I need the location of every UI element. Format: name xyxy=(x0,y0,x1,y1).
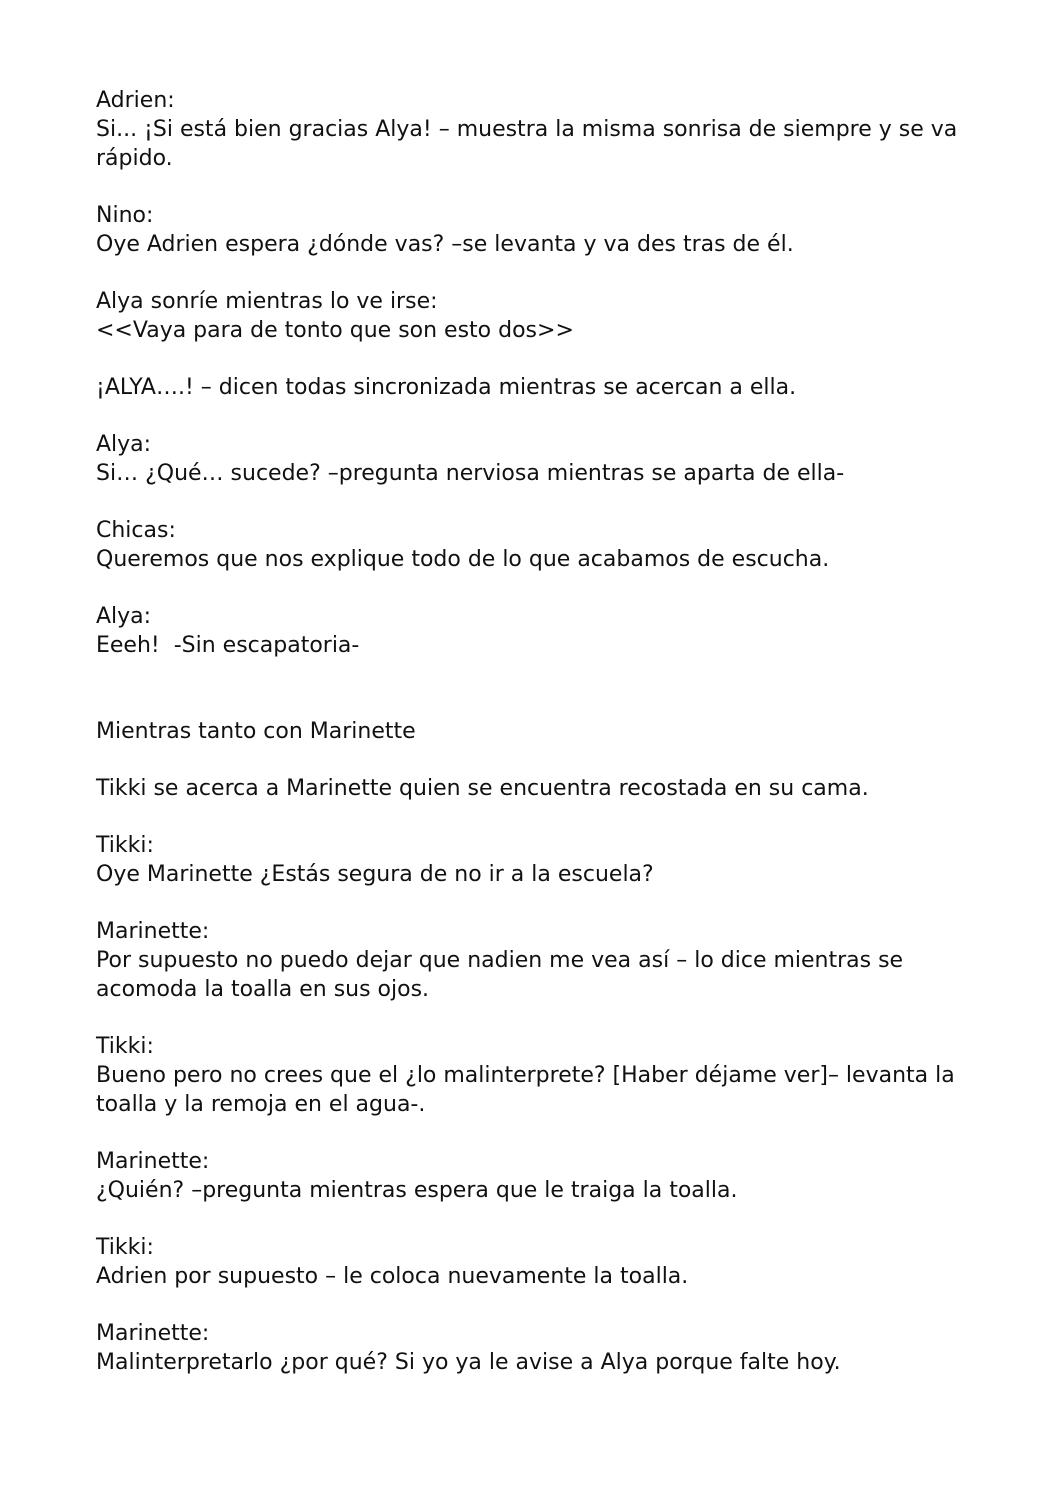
dialogue-block xyxy=(96,516,976,574)
dialogue-text: Eeeh! -Sin escapatoria- xyxy=(96,633,360,658)
dialogue-block xyxy=(96,430,976,488)
dialogue-text: Por supuesto no puedo dejar que nadien me vea así – lo dice mientras se xyxy=(96,948,904,973)
thought-text: <<Vaya para de tonto que son esto dos>> xyxy=(96,318,574,343)
dialogue-text: Si… ¿Qué… sucede? –pregunta nerviosa mientras se aparta de ella- xyxy=(96,461,845,486)
narration-block xyxy=(96,774,976,803)
narration-text: Alya sonríe mientras lo ve irse: xyxy=(96,289,438,314)
speaker-name: Nino: xyxy=(96,203,154,228)
dialogue-text: toalla y la remoja en el agua-. xyxy=(96,1092,426,1117)
narration-block xyxy=(96,287,976,345)
dialogue-block xyxy=(96,1032,976,1119)
dialogue-text: Oye Adrien espera ¿dónde vas? –se levanta y va des tras de él. xyxy=(96,232,794,257)
dialogue-block xyxy=(96,201,976,259)
dialogue-text: Adrien por supuesto – le coloca nuevamente la toalla. xyxy=(96,1264,689,1289)
speaker-name: Chicas: xyxy=(96,518,176,543)
narration-text: Tikki se acerca a Marinette quien se encuentra recostada en su cama. xyxy=(96,776,869,801)
dialogue-text: rápido. xyxy=(96,146,173,171)
scene-heading xyxy=(96,717,976,746)
dialogue-block xyxy=(96,1147,976,1205)
dialogue-block xyxy=(96,602,976,660)
dialogue-block xyxy=(96,917,976,1004)
narration-block xyxy=(96,373,976,402)
dialogue-text: Bueno pero no crees que el ¿lo malinterprete? [Haber déjame ver]– levanta la xyxy=(96,1063,955,1088)
scene-heading-text: Mientras tanto con Marinette xyxy=(96,719,416,744)
narration-text: ¡ALYA….! – dicen todas sincronizada mientras se acercan a ella. xyxy=(96,375,797,400)
dialogue-block xyxy=(96,1319,976,1377)
dialogue-text: Malinterpretarlo ¿por qué? Si yo ya le avise a Alya porque falte hoy. xyxy=(96,1350,841,1375)
speaker-name: Marinette: xyxy=(96,1149,210,1174)
speaker-name: Marinette: xyxy=(96,919,210,944)
dialogue-text: Si... ¡Si está bien gracias Alya! – muestra la misma sonrisa de siempre y se va xyxy=(96,117,958,142)
speaker-name: Tikki: xyxy=(96,833,154,858)
dialogue-text: acomoda la toalla en sus ojos. xyxy=(96,977,430,1002)
dialogue-text: Queremos que nos explique todo de lo que acabamos de escucha. xyxy=(96,547,830,572)
dialogue-text: ¿Quién? –pregunta mientras espera que le traiga la toalla. xyxy=(96,1178,738,1203)
speaker-name: Alya: xyxy=(96,432,152,457)
speaker-name: Tikki: xyxy=(96,1034,154,1059)
speaker-name: Tikki: xyxy=(96,1235,154,1260)
speaker-name: Adrien: xyxy=(96,88,175,113)
dialogue-block xyxy=(96,831,976,889)
dialogue-block xyxy=(96,1233,976,1291)
dialogue-text: Oye Marinette ¿Estás segura de no ir a la escuela? xyxy=(96,862,654,887)
dialogue-block xyxy=(96,86,976,173)
speaker-name: Marinette: xyxy=(96,1321,210,1346)
document-page xyxy=(96,86,976,1405)
speaker-name: Alya: xyxy=(96,604,152,629)
